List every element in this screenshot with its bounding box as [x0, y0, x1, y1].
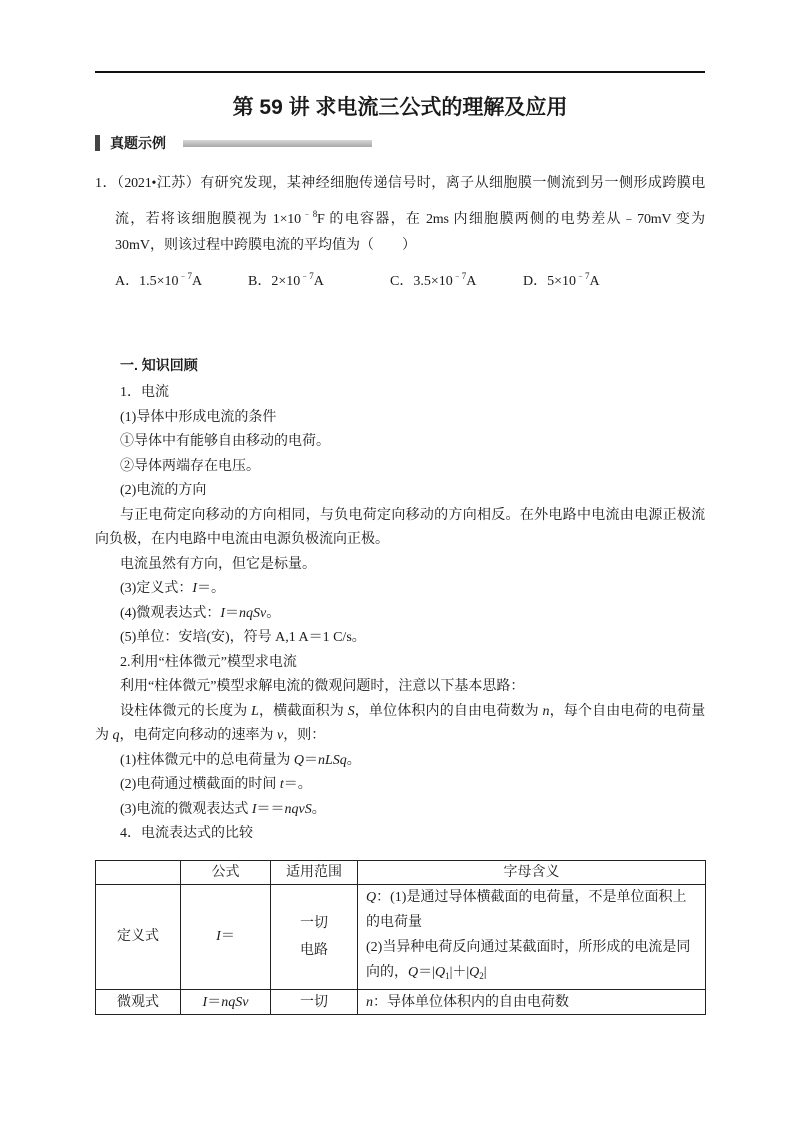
review-text: ①导体中有能够自由移动的电荷。: [120, 434, 330, 449]
table-row: [96, 885, 706, 990]
review-text: 利用“柱体微元”模型求解电流的微观问题时，注意以下基本思路：: [120, 679, 525, 694]
scalar-note: [95, 553, 705, 578]
review-text: ，横截面积为: [258, 703, 348, 719]
math-variable: n: [366, 994, 373, 1010]
question-text: F 的电容器，在 2ms 内细胞膜两侧的电势差从﹣70mV 变为: [317, 212, 705, 227]
math-variable: I: [202, 994, 208, 1010]
top-rule: [95, 71, 705, 73]
exponent: ﹣7: [178, 271, 193, 281]
condition-item: [95, 430, 705, 455]
meaning-text: |: [483, 965, 487, 980]
meaning-text: |＋|: [449, 965, 470, 980]
math-variable: nqSv: [221, 994, 249, 1010]
section-header: [95, 134, 395, 152]
review-text: (2)电荷通过横截面的时间: [120, 777, 280, 792]
math-variable: Q: [408, 965, 419, 980]
review-text: (4)微观表达式：: [120, 605, 221, 621]
review-text: ＝。: [197, 581, 225, 596]
question-stem-line: [95, 168, 705, 199]
math-variable: Q: [469, 965, 480, 980]
review-text: 2.利用“柱体微元”模型求电流: [120, 654, 297, 670]
question-text: 1．（2021•江苏）有研究发现，某神经细胞传递信号时，离子从细胞膜一侧流到另一侧形成跨膜电: [95, 176, 705, 191]
option-value: C．3.5×10: [390, 274, 453, 289]
table-header-row: [96, 861, 706, 885]
subscript: 2: [479, 971, 484, 981]
question-stem-line: [95, 230, 705, 261]
math-variable: t: [279, 777, 284, 792]
math-variable: S: [347, 703, 355, 719]
option-unit: A: [192, 274, 203, 289]
review-text: 电流虽然有方向，但它是标量。: [120, 556, 316, 572]
review-text: (1)柱体微元中的总电荷量为: [120, 752, 294, 768]
question-stem-line: [95, 199, 705, 230]
scope-text: 一切: [300, 916, 328, 931]
meaning-text: ＝|: [418, 965, 435, 980]
review-text: 为: [95, 728, 113, 743]
microscopic-formula: [95, 602, 705, 627]
direction-paragraph-line: [95, 504, 705, 529]
math-variable: I: [216, 929, 221, 944]
review-text: (2)电流的方向: [120, 483, 207, 498]
table-row: [96, 990, 706, 1015]
option-c: [390, 261, 476, 297]
math-variable: Q: [366, 890, 377, 905]
topic-current: [95, 381, 705, 406]
time-formula: [95, 773, 705, 798]
option-unit: A: [466, 274, 477, 289]
option-value: A．1.5×10: [115, 274, 179, 289]
total-charge-formula: [95, 749, 705, 774]
option-d: [523, 261, 600, 297]
math-variable: I: [192, 581, 197, 596]
math-variable: L: [251, 703, 259, 719]
formula-comparison-table: [95, 860, 706, 1015]
review-text: ，电荷定向移动的速率为: [119, 728, 277, 743]
math-variable: nLSq: [317, 752, 347, 768]
row-type: 定义式: [96, 885, 181, 990]
row-type: 微观式: [96, 990, 181, 1015]
option-value: D．5×10: [523, 274, 577, 289]
math-variable: q: [112, 728, 120, 743]
review-text: ＝＝: [256, 801, 285, 817]
knowledge-review: [95, 381, 705, 847]
subtopic-direction: [95, 479, 705, 504]
subtopic-conditions: [95, 406, 705, 431]
meaning-text: ：(1)是通过导体横截面的电荷量，不是单位面积上: [376, 890, 687, 905]
model-setup-line: [95, 724, 705, 749]
model-intro: [95, 675, 705, 700]
exponent: ﹣7: [300, 271, 314, 281]
math-variable: I: [251, 801, 257, 817]
review-text: 设柱体微元的长度为: [120, 703, 252, 719]
review-heading: 一. 知识回顾: [120, 357, 198, 373]
row-meaning: [358, 885, 706, 990]
math-variable: v: [277, 728, 284, 743]
row-meaning: [358, 990, 706, 1015]
meaning-line: [366, 960, 699, 989]
review-text: 1．电流: [120, 385, 169, 400]
review-text: ＝。: [283, 777, 312, 792]
scope-text: 电路: [300, 943, 328, 958]
lecture-title: 第 59 讲 求电流三公式的理解及应用: [232, 96, 568, 119]
exponent: ﹣8: [300, 209, 318, 219]
review-text: (3)定义式：: [120, 581, 193, 596]
header-meaning: 字母含义: [358, 861, 706, 885]
definition-formula: [95, 577, 705, 602]
review-text: 与正电荷定向移动的方向相同，与负电荷定向移动的方向相反。在外电路中电流由电源正极流: [120, 507, 705, 523]
header-scope: 适用范围: [271, 861, 358, 885]
option-a: [115, 261, 202, 297]
meaning-text: 的电荷量: [366, 915, 422, 930]
model-setup-line: [95, 700, 705, 725]
meaning-text: 向的，: [366, 965, 408, 980]
review-text: ＝: [225, 605, 239, 621]
header-formula: 公式: [181, 861, 271, 885]
option-b: [248, 261, 324, 297]
review-text: ，单位体积内的自由电荷数为: [354, 703, 543, 719]
review-text: 。: [346, 752, 361, 768]
section-marker: [95, 135, 100, 151]
row-scope: [271, 990, 358, 1015]
math-variable: Q: [434, 965, 446, 980]
math-variable: I: [220, 605, 225, 621]
scope-text: 一切: [300, 994, 328, 1010]
review-text: (3)电流的微观表达式: [120, 801, 252, 817]
question-text: 30mV，则该过程中跨膜电流的平均值为（ ）: [115, 238, 416, 253]
section-label: 真题示例: [110, 135, 166, 151]
review-text: ②导体两端存在电压。: [120, 458, 260, 474]
math-variable: n: [542, 703, 550, 719]
condition-item: [95, 455, 705, 480]
row-scope: [271, 885, 358, 990]
section-rule: [183, 140, 372, 147]
review-text: 向负极，在内电路中电流由电源负极流向正极。: [95, 532, 389, 547]
review-text: 4．电流表达式的比较: [120, 826, 253, 841]
review-text: 。: [311, 801, 326, 817]
question-text: 流，若将该细胞膜视为 1×10: [115, 212, 301, 227]
header-blank: [96, 861, 181, 885]
unit-line: [95, 626, 705, 651]
exponent: ﹣7: [452, 271, 467, 281]
row-formula: [181, 990, 271, 1015]
review-text: ＝: [303, 752, 318, 768]
direction-paragraph-line: [95, 528, 705, 553]
meaning-line: [366, 910, 699, 935]
meaning-text: ：导体单位体积内的自由电荷数: [373, 994, 569, 1010]
subscript: 1: [445, 971, 450, 981]
option-unit: A: [313, 274, 324, 289]
option-value: B．2×10: [248, 274, 301, 289]
formula-text: ＝: [220, 929, 235, 944]
review-text: (1)导体中形成电流的条件: [120, 409, 277, 425]
review-text: ，则：: [283, 728, 326, 743]
question-1: [95, 168, 705, 292]
formula-text: ＝: [207, 994, 222, 1010]
review-text: ，每个自由电荷的电荷量: [549, 703, 705, 719]
meaning-line: [366, 935, 699, 960]
review-text: (5)单位：安培(安)，符号 A,1 A＝1 C/s。: [120, 630, 366, 645]
option-unit: A: [589, 274, 600, 289]
current-micro-formula: [95, 798, 705, 823]
row-formula: [181, 885, 271, 990]
math-variable: nqvS: [284, 801, 312, 817]
review-text: 。: [266, 605, 281, 621]
answer-options: [95, 261, 705, 292]
math-variable: nqSv: [239, 605, 267, 621]
meaning-line: [366, 885, 699, 910]
exponent: ﹣7: [576, 271, 590, 281]
meaning-text: (2)当异种电荷反向通过某截面时，所形成的电流是同: [366, 940, 691, 955]
topic-cylinder-model: [95, 651, 705, 676]
math-variable: Q: [293, 752, 304, 768]
topic-comparison: [95, 822, 705, 847]
